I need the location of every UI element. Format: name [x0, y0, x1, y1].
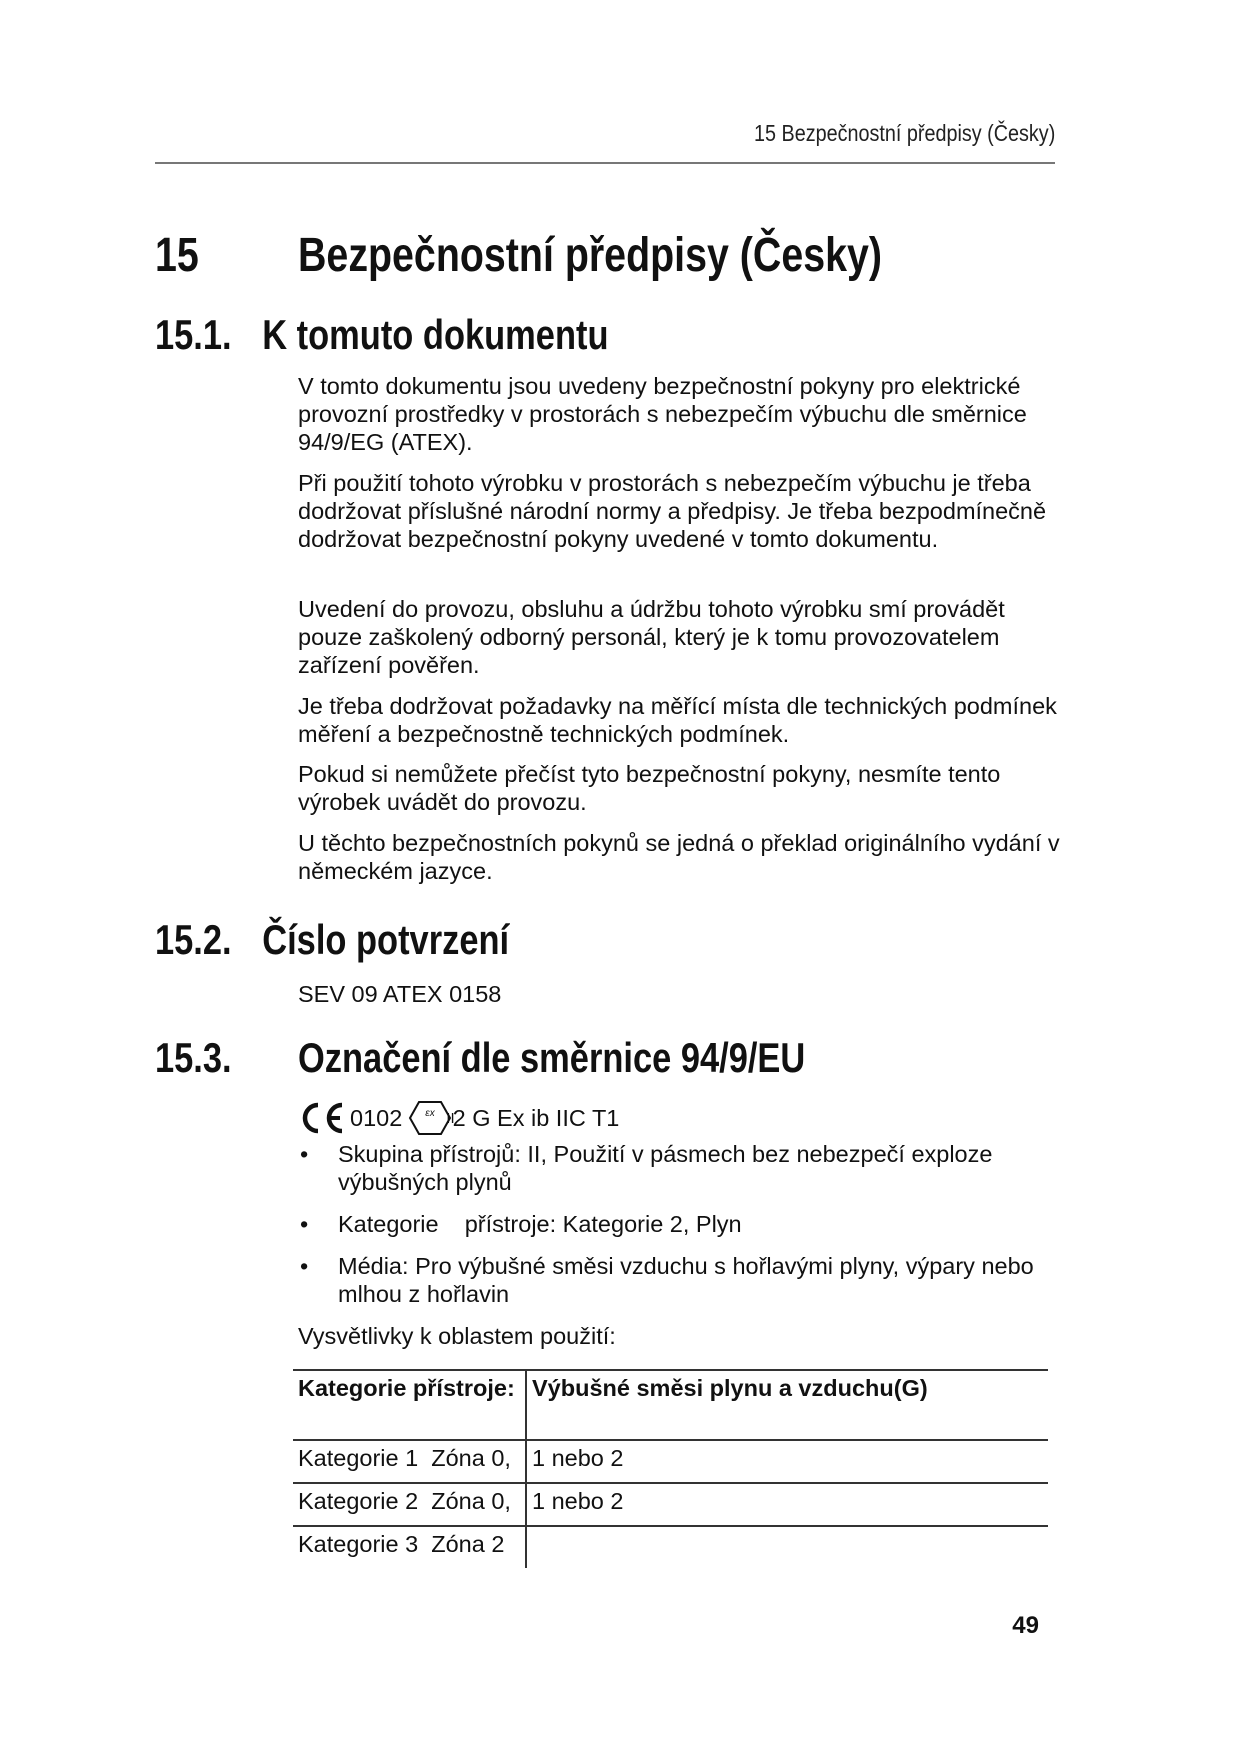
bullet-icon: • — [300, 1141, 309, 1167]
section-1-paragraph-6 — [298, 829, 1068, 885]
paragraph-text: Je třeba dodržovat požadavky na měřící místa dle technických podmínek měření a bezpečnostně technických podmínek. — [298, 693, 1057, 747]
section-1-paragraph-1 — [298, 372, 1068, 456]
list-item-text: Skupina přístrojů: II, Použití v pásmech bez nebezpečí exploze výbušných plynů — [338, 1141, 993, 1195]
chapter-title: Bezpečnostní předpisy (Česky) — [298, 229, 883, 282]
list-item — [298, 1140, 1068, 1196]
paragraph-text: Při použití tohoto výrobku v prostorách s nebezpečím výbuchu je třeba dodržovat příslušné národní normy a předpisy. Je třeba bezpodmínečně dodržovat bezpečnostní pokyny uvedené v tomto dokumentu. — [298, 470, 1047, 552]
header-divider — [155, 162, 1055, 164]
paragraph-text: U těchto bezpečnostních pokynů se jedná o překlad originálního vydání v německém jazyce. — [298, 830, 1060, 884]
chapter-number: 15 — [155, 229, 199, 282]
bullet-icon: • — [300, 1253, 309, 1279]
section-1-paragraph-4 — [298, 692, 1068, 748]
table-header-cell: Kategorie přístroje: — [293, 1370, 526, 1440]
section-2-number: 15.2. — [155, 916, 232, 963]
section-1-title: K tomuto dokumentu — [262, 311, 609, 358]
list-item — [298, 1252, 1068, 1308]
paragraph-text: Uvedení do provozu, obsluhu a údržbu tohoto výrobku smí provádět pouze zaškolený odborný personál, který je k tomu provozovatelem zařízení pověřen. — [298, 596, 1005, 678]
section-3-title: Označení dle směrnice 94/9/EU — [298, 1034, 806, 1081]
svg-text:εx: εx — [425, 1108, 435, 1119]
table-cell: Kategorie 2 Zóna 0, — [293, 1483, 526, 1526]
marking-code-left: II — [446, 1109, 455, 1127]
bullet-icon: • — [300, 1211, 309, 1237]
atex-marking — [298, 1098, 619, 1138]
page-number: 49 — [1012, 1612, 1039, 1639]
ce-mark-icon — [298, 1101, 346, 1135]
section-1-heading — [155, 311, 608, 359]
section-2-title: Číslo potvrzení — [262, 916, 510, 963]
paragraph-text: V tomto dokumentu jsou uvedeny bezpečnostní pokyny pro elektrické provozní prostředky v prostorách s nebezpečím výbuchu dle směrnice 94/9/EG (ATEX). — [298, 373, 1027, 455]
table-row — [293, 1483, 1048, 1526]
section-2-heading — [155, 916, 509, 964]
section-3-number: 15.3. — [155, 1034, 232, 1081]
category-table — [293, 1369, 1048, 1568]
section-1-paragraph-3 — [298, 595, 1068, 679]
section-1-paragraph-5 — [298, 760, 1068, 816]
running-header: 15 Bezpečnostní předpisy (Česky) — [753, 120, 1055, 146]
table-cell: Kategorie 1 Zóna 0, — [293, 1440, 526, 1483]
classification-list — [298, 1140, 1068, 1322]
list-item — [298, 1210, 1068, 1238]
legend-intro: Vysvětlivky k oblastem použití: — [298, 1323, 616, 1349]
list-item-text: Média: Pro výbušné směsi vzduchu s hořlavými plyny, výpary nebo mlhou z hořlavin — [338, 1253, 1034, 1307]
table-row — [293, 1526, 1048, 1568]
section-1-number: 15.1. — [155, 311, 232, 358]
table-row — [293, 1440, 1048, 1483]
section-1-paragraph-2 — [298, 469, 1068, 553]
table-header-cell: Výbušné směsi plynu a vzduchu(G) — [532, 1375, 928, 1401]
paragraph-text: Pokud si nemůžete přečíst tyto bezpečnostní pokyny, nesmíte tento výrobek uvádět do provozu. — [298, 761, 1001, 815]
table-cell — [526, 1526, 1048, 1568]
table-cell: 1 nebo 2 — [532, 1445, 624, 1471]
table-cell: Kategorie 3 Zóna 2 — [293, 1526, 526, 1568]
table-header-row — [293, 1370, 1048, 1440]
list-item-text: Kategorie přístroje: Kategorie 2, Plyn — [338, 1211, 742, 1237]
approval-number: SEV 09 ATEX 0158 — [298, 981, 502, 1007]
marking-code: 2 G Ex ib IIC T1 — [452, 1104, 620, 1131]
table-cell: 1 nebo 2 — [532, 1488, 624, 1514]
notified-body-number: 0102 — [350, 1104, 403, 1131]
